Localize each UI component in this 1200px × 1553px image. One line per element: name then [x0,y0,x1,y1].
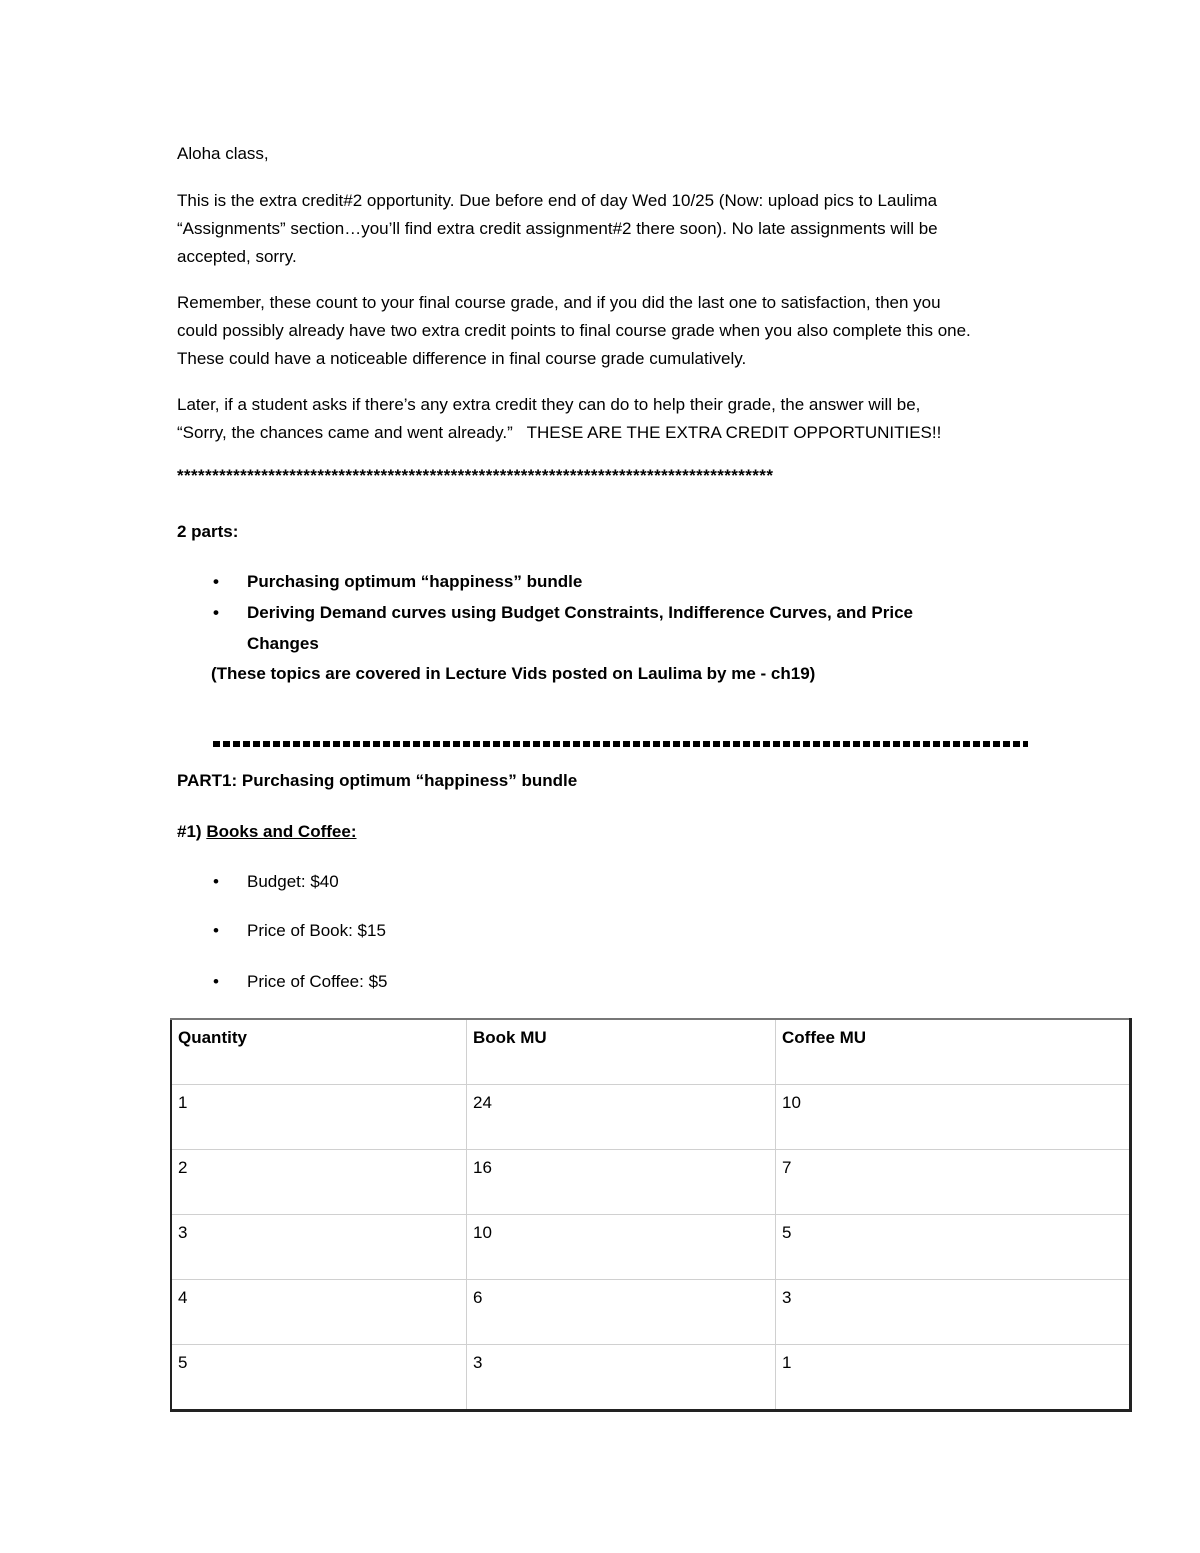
table-cell: 7 [776,1150,1131,1215]
column-header: Quantity [171,1019,467,1085]
later-line-2 [177,419,1037,447]
table-cell: 5 [776,1215,1131,1280]
budget-text: Budget: $40 [247,872,339,891]
column-header: Coffee MU [776,1019,1131,1085]
list-item [177,968,1077,996]
table-header-row [171,1019,1131,1085]
book-price-text: Price of Book: $15 [247,921,386,940]
later-emphasis: THESE ARE THE EXTRA CREDIT OPPORTUNITIES!! [526,423,942,442]
table-row [171,1345,1131,1411]
bullet-icon: • [213,921,219,940]
table-cell: 4 [171,1280,467,1345]
question-number: #1) [177,822,202,841]
marginal-utility-table [170,1018,1132,1412]
table-cell: 3 [171,1215,467,1280]
table-cell: 3 [776,1280,1131,1345]
question-title: Books and Coffee: [206,822,357,841]
bullet-icon: • [213,572,219,591]
part-label: Deriving Demand curves using Budget Constraints, Indifference Curves, and Price [247,603,913,622]
table-cell: 6 [467,1280,776,1345]
table-row [171,1280,1131,1345]
list-item [177,568,1077,596]
remember-line: Remember, these count to your final course grade, and if you did the last one to satisfaction, then you [177,293,941,312]
bullet-icon: • [213,872,219,891]
column-header: Book MU [467,1019,776,1085]
part-label-continued: Changes [247,634,319,653]
table-cell: 2 [171,1150,467,1215]
later-line: Later, if a student asks if there’s any extra credit they can do to help their grade, the answer will be, [177,395,921,414]
square-divider [213,741,1028,747]
table-cell: 10 [467,1215,776,1280]
parts-heading: 2 parts: [177,522,239,541]
intro-line: “Assignments” section…you’ll find extra credit assignment#2 there soon). No late assignments will be [177,219,938,238]
question-1-heading [177,818,357,846]
later-paragraph [177,391,1037,447]
table-row [171,1150,1131,1215]
intro-line: accepted, sorry. [177,247,297,266]
table-row [171,1215,1131,1280]
table-cell: 16 [467,1150,776,1215]
star-divider: ************************************************************************************* [177,466,774,485]
table-cell: 3 [467,1345,776,1411]
table-row [171,1085,1131,1150]
table-cell: 1 [776,1345,1131,1411]
table-cell: 5 [171,1345,467,1411]
topics-note: (These topics are covered in Lecture Vids posted on Laulima by me - ch19) [211,664,816,683]
list-item [177,597,1077,659]
bullet-icon: • [213,603,219,622]
table-cell: 1 [171,1085,467,1150]
greeting: Aloha class, [177,144,269,163]
part-label: Purchasing optimum “happiness” bundle [247,572,583,591]
list-item [177,868,1077,896]
coffee-price-text: Price of Coffee: $5 [247,972,388,991]
remember-line: These could have a noticeable difference in final course grade cumulatively. [177,349,747,368]
intro-line: This is the extra credit#2 opportunity. Due before end of day Wed 10/25 (Now: upload pics to Laulima [177,191,938,210]
list-item [177,917,1077,945]
intro-paragraph [177,187,1037,271]
part1-heading: PART1: Purchasing optimum “happiness” bundle [177,771,578,790]
remember-line: could possibly already have two extra credit points to final course grade when you also complete this one. [177,321,971,340]
remember-paragraph [177,289,1037,373]
bullet-icon: • [213,972,219,991]
parts-list [177,568,1077,659]
table-cell: 24 [467,1085,776,1150]
later-quote: “Sorry, the chances came and went already.” [177,423,513,442]
givens-list [177,868,1077,996]
table-cell: 10 [776,1085,1131,1150]
